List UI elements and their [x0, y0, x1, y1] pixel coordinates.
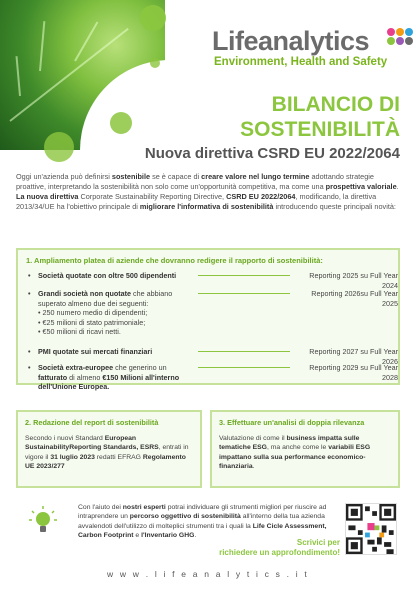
text-run: fatturato — [38, 372, 68, 382]
footer-text — [78, 503, 334, 540]
text-run: . — [396, 182, 399, 191]
list-item — [28, 289, 396, 339]
bullet: • — [28, 289, 31, 298]
decor-bubble — [110, 112, 132, 134]
logo-dot — [405, 28, 413, 36]
text-run: . — [252, 463, 255, 470]
text-run: potrai individuare gli strumenti migliori per riuscire ad intraprendere un — [78, 504, 327, 521]
row-description — [38, 363, 193, 392]
box-heading: 2. Redazione del report di sostenibilità — [25, 418, 159, 427]
row-timeline: Reporting 2026su Full Year 2025 — [311, 289, 398, 308]
text-run: introducendo queste principali novità: — [273, 202, 396, 211]
logo-dots-icon — [387, 28, 413, 54]
text-run: se è capace di — [150, 172, 202, 181]
box-heading: 3. Effettuare un'analisi di doppia rilevanza — [219, 418, 365, 427]
text-run: Valutazione di come il — [219, 434, 287, 442]
decor-bubble — [140, 5, 166, 31]
intro-paragraph-1 — [16, 172, 400, 192]
cta-line-1: Scrivici per — [296, 538, 340, 547]
divider-line — [198, 275, 290, 276]
row-description — [38, 289, 193, 337]
text-run: , modificando, la direttiva 2013/34/UE ha l'obiettivo principale di — [16, 192, 377, 211]
divider-line — [198, 367, 290, 368]
text-run: di almeno — [67, 372, 103, 382]
divider-line — [198, 351, 290, 352]
text-run: Corporate Sustainability Reporting Directive, — [78, 192, 227, 201]
text-run: adottando strategie proattive, interpretando la sostenibilità non solo come un'opportunità competitiva, ma come una — [16, 172, 374, 191]
text-run: €150 Milioni all'interno dell'Unione Europea. — [38, 372, 180, 391]
intro-text — [16, 172, 400, 212]
bullet: • — [28, 347, 31, 356]
row-description — [38, 347, 193, 357]
brand-name: Lifeanalytics — [212, 26, 370, 56]
text-run: Secondo i nuovi Standard — [25, 434, 105, 442]
text-run: percorso oggettivo di sostenibilità — [129, 513, 241, 521]
sub-item: • €50 milioni di ricavi netti. — [38, 327, 121, 336]
text-run: European SustainabilityReporting Standards, ESRS — [25, 434, 159, 451]
cta-line-2: richiedere un approfondimento! — [219, 548, 340, 557]
text-run: CSRD EU 2022/2064 — [226, 192, 296, 201]
logo-dot — [405, 37, 413, 45]
text-run: Oggi un'azienda può definirsi — [16, 172, 112, 181]
text-run: 31 luglio 2023 — [50, 453, 95, 461]
sub-item: • 250 numero medio di dipendenti; — [38, 308, 148, 317]
box-scope-expansion — [16, 248, 400, 391]
logo-dot — [396, 28, 404, 36]
brand-logo — [212, 26, 369, 57]
website-url[interactable]: w w w . l i f e a n a l y t i c s . i t — [107, 569, 309, 579]
divider-line — [198, 293, 290, 294]
text-run: prospettiva valoriale — [325, 182, 397, 191]
box-body — [219, 434, 391, 472]
call-to-action[interactable] — [219, 538, 340, 558]
page-subtitle: Nuova direttiva CSRD EU 2022/2064 — [144, 145, 400, 162]
text-run: Società extra-europee — [38, 363, 114, 372]
decor-bubble — [150, 58, 160, 68]
text-run: migliorare l'informativa di sostenibilità — [139, 202, 274, 211]
text-run: . — [194, 531, 197, 539]
sub-item: • €25 milioni di stato patrimoniale; — [38, 317, 146, 327]
bullet: • — [28, 363, 31, 372]
text-run: creare valore nel lungo termine — [201, 172, 310, 181]
text-run: Con l'aiuto dei — [78, 504, 123, 511]
text-run: business impatta sulle tematiche ESG — [219, 434, 360, 451]
logo-dot — [387, 37, 395, 45]
text-run: che abbiano superato almeno due dei seguenti: — [38, 289, 173, 308]
text-run: sostenibile — [111, 172, 151, 181]
title-line-1: BILANCIO DI — [271, 93, 400, 116]
box-body — [25, 434, 193, 472]
brand-tagline: Environment, Health and Safety — [214, 56, 388, 68]
intro-paragraph-2 — [16, 192, 400, 212]
row-description — [38, 271, 193, 281]
text-run: l'Inventario GHG — [141, 531, 195, 539]
bullet: • — [28, 271, 31, 280]
text-run: nostri esperti — [122, 504, 166, 511]
row-timeline: Reporting 2029 su Full Year 2028 — [309, 363, 398, 382]
lightbulb-icon — [28, 505, 58, 539]
text-run: Grandi società non quotate — [38, 289, 132, 298]
text-run: all'interno della tua azienda avvalendoti dell'utilizzo di molteplici strumenti tra i quali la — [78, 513, 325, 530]
text-run: La nuova direttiva — [16, 192, 79, 201]
text-run: Società quotate con oltre 500 dipendenti — [38, 271, 177, 280]
text-run: PMI quotate sui mercati finanziari — [38, 347, 153, 356]
text-run: e — [133, 531, 142, 539]
logo-dot — [387, 28, 395, 36]
text-run: redatti EFRAG — [94, 453, 143, 461]
text-run: variabili ESG impattano sulla sua performance economico-finanziaria — [219, 444, 371, 470]
box-double-materiality — [210, 410, 400, 488]
logo-dot — [396, 37, 404, 45]
title-line-2: SOSTENIBILITÀ — [240, 118, 400, 141]
row-timeline: Reporting 2025 su Full Year 2024 — [309, 271, 398, 290]
page-title — [240, 92, 400, 142]
text-run: Regolamento UE 2023/277 — [25, 453, 186, 470]
decor-bubble — [44, 132, 74, 162]
text-run: Life Cicle Assessment, Carbon Footprint — [78, 522, 327, 539]
text-run: , ma anche come le — [266, 444, 329, 451]
qr-code-icon[interactable] — [345, 503, 397, 555]
box-report-drafting — [16, 410, 202, 488]
text-run: che generino un — [113, 363, 167, 372]
box-heading: 1. Ampliamento platea di aziende che dovranno redigere il rapporto di sostenibilità: — [26, 256, 323, 265]
text-run: , entrati in vigore il — [25, 444, 189, 461]
row-timeline: Reporting 2027 su Full Year 2026 — [309, 347, 398, 366]
